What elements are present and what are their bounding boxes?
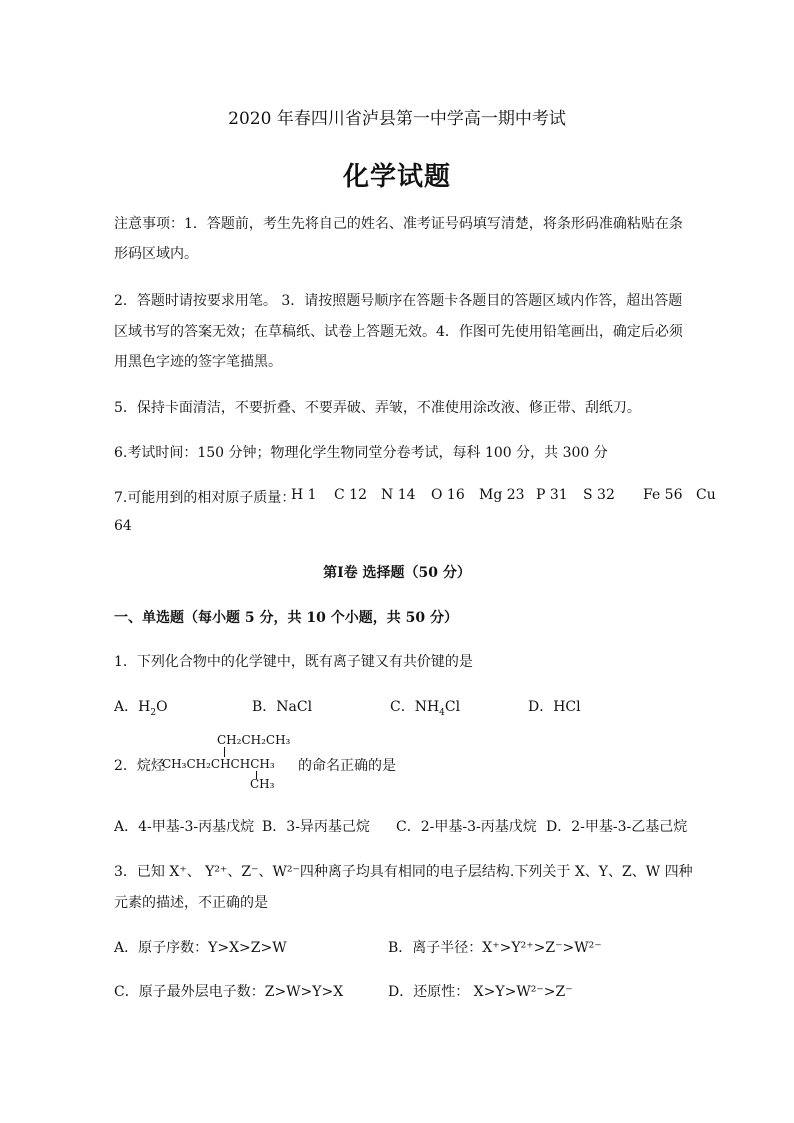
- question-1-option-b: B．NaCl: [252, 699, 313, 715]
- question-3-stem-line-2: 元素的描述，不正确的是: [114, 895, 268, 911]
- notes-line-3: 2．答题时请按要求用笔。 3．请按照题号顺序在答题卡各题目的答题区域内作答，超出答题: [114, 293, 683, 309]
- question-3-option-a: A．原子序数：Y>X>Z>W: [114, 940, 287, 956]
- atomic-mass-item: C 12: [334, 487, 367, 503]
- question-2-stem-prefix: 2．烷烃: [114, 758, 165, 774]
- notes-line-1: 注意事项：1．答题前，考生先将自己的姓名、准考证号码填写清楚，将条形码准确粘贴在条: [114, 216, 683, 232]
- formula-main-chain: CH₃CH₂CHCHCH₃: [162, 757, 275, 771]
- question-3-stem-line-1: 3．已知 X⁺、 Y²⁺、Z⁻、W²⁻四种离子均具有相同的电子层结构.下列关于 X、Y、Z、W 四种: [114, 864, 693, 880]
- atomic-mass-item: Fe 56: [643, 487, 683, 503]
- atomic-mass-item: S 32: [583, 487, 615, 503]
- question-1-option-c: C．$NH_4Cl$: [390, 699, 461, 718]
- structural-formula: [162, 733, 302, 791]
- question-1-option-a: A．$H_2O$: [114, 699, 168, 718]
- atomic-mass-continued: 64: [114, 518, 132, 534]
- atomic-mass-item: Cu: [696, 487, 716, 503]
- atomic-mass-line: [114, 487, 714, 507]
- question-3-option-c: C．原子最外层电子数：Z>W>Y>X: [114, 984, 344, 1000]
- atomic-mass-item: P 31: [536, 487, 568, 503]
- atomic-mass-item: H 1: [291, 487, 317, 503]
- question-2-option-d: D．2-甲基-3-乙基己烷: [546, 819, 688, 835]
- notes-line-5: 用黑色字迹的签字笔描黑。: [114, 354, 282, 370]
- question-1-option-d: D．HCl: [528, 699, 581, 715]
- formula-top-branch: CH₂CH₂CH₃: [217, 733, 291, 747]
- atomic-mass-item: N 14: [381, 487, 416, 503]
- formula-bond-top: [224, 747, 225, 757]
- subject-title: 化学试题: [342, 162, 451, 192]
- formula-bottom-branch: CH₃: [250, 777, 275, 791]
- notes-line-6: 5．保持卡面清洁，不要折叠、不要弄破、弄皱，不准使用涂改液、修正带、刮纸刀。: [114, 400, 641, 416]
- question-2-option-c: C．2-甲基-3-丙基戊烷: [396, 819, 537, 835]
- atomic-mass-item: Mg 23: [479, 487, 525, 503]
- notes-line-7: 6.考试时间：150 分钟；物理化学生物同堂分卷考试，每科 100 分，共 300 分: [114, 445, 608, 461]
- question-2-option-b: B．3-异丙基己烷: [262, 819, 370, 835]
- exam-title: 2020 年春四川省泸县第一中学高一期中考试: [228, 109, 566, 129]
- part-title: 一、单选题（每小题 5 分，共 10 个小题，共 50 分）: [114, 610, 458, 626]
- atomic-mass-label: 7.可能用到的相对原子质量：: [114, 490, 296, 506]
- question-2-option-a: A．4-甲基-3-丙基戊烷: [114, 819, 255, 835]
- notes-line-2: 形码区域内。: [114, 246, 198, 262]
- atomic-mass-item: O 16: [431, 487, 465, 503]
- question-2-stem-suffix: 的命名正确的是: [298, 758, 396, 774]
- question-3-option-b: B．离子半径：X⁺>Y²⁺>Z⁻>W²⁻: [388, 940, 602, 956]
- question-1-stem: 1．下列化合物中的化学键中，既有离子键又有共价键的是: [114, 654, 473, 670]
- question-3-option-d: D．还原性： X>Y>W²⁻>Z⁻: [388, 984, 573, 1000]
- notes-line-4: 区域书写的答案无效；在草稿纸、试卷上答题无效。4．作图可先使用铅笔画出，确定后必须: [114, 324, 683, 340]
- section-title: 第Ⅰ卷 选择题（50 分）: [323, 565, 471, 581]
